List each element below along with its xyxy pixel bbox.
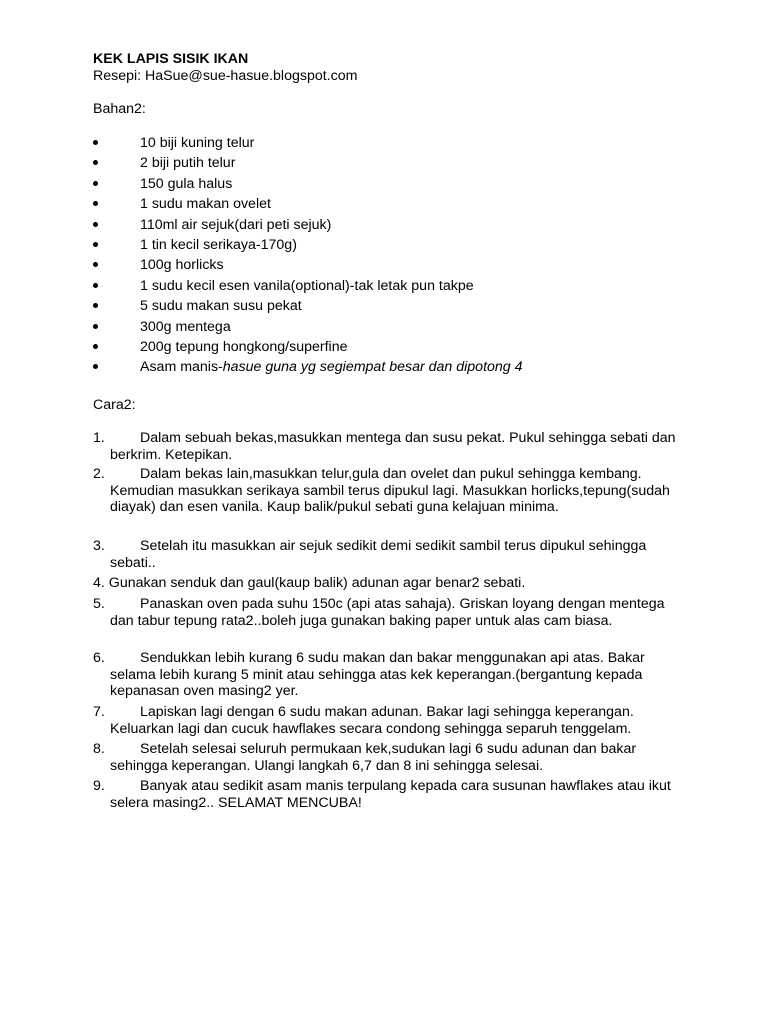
ingredient-text: 110ml air sejuk(dari peti sejuk) — [140, 216, 332, 233]
step-text — [93, 575, 683, 592]
bullet-icon — [93, 364, 98, 369]
ingredient-text: 2 biji putih telur — [140, 155, 236, 172]
ingredient-text: 1 sudu kecil esen vanila(optional)-tak letak pun takpe — [140, 277, 474, 294]
bullet-icon — [93, 262, 98, 267]
ingredient-text: 150 gula halus — [140, 175, 233, 192]
steps-heading: Cara2: — [93, 397, 136, 413]
bullet-icon — [93, 324, 98, 329]
ingredient-text — [140, 359, 523, 376]
bullet-icon — [93, 160, 98, 165]
bullet-icon — [93, 201, 98, 206]
step-number: 2. — [93, 466, 105, 482]
step-item — [93, 575, 683, 592]
step-text: Lapiskan lagi dengan 6 sudu makan adunan. Bakar lagi sehingga keperangan. Keluarkan lagi dan cucuk hawflakes secara condong sehingga separuh tenggelam. — [110, 704, 634, 737]
step-number: 6. — [93, 650, 105, 666]
ingredient-text: 1 tin kecil serikaya-170g) — [140, 236, 297, 253]
ingredient-text: 300g mentega — [140, 318, 231, 335]
step-text: Setelah itu masukkan air sejuk sedikit demi sedikit sambil terus dipukul sehingga sebati.. — [110, 538, 647, 571]
ingredient-prefix: Asam manis- — [140, 359, 223, 376]
step-text: Setelah selesai seluruh permukaan kek,sudukan lagi 6 sudu adunan dan bakar sehingga keperangan. Ulangi langkah 6,7 dan 8 ini sehingga selesai. — [110, 741, 637, 774]
step-text: Sendukkan lebih kurang 6 sudu makan dan bakar menggunakan api atas. Bakar selama lebih kurang 5 minit atau sehingga atas kek keperangan.(bergantung kepada kepanasan oven masing2 yer. — [110, 650, 645, 699]
step-item — [93, 741, 683, 774]
step-text: Banyak atau sedikit asam manis terpulang kepada cara susunan hawflakes atau ikut selera masing2.. SELAMAT MENCUBA! — [110, 778, 671, 811]
ingredient-text: 100g horlicks — [140, 257, 224, 274]
step-text: Dalam sebuah bekas,masukkan mentega dan susu pekat. Pukul sehingga sebati dan berkrim. Ketepikan. — [110, 430, 676, 463]
bullet-icon — [93, 140, 98, 145]
ingredient-text: 200g tepung hongkong/superfine — [140, 338, 348, 355]
step-text: Dalam bekas lain,masukkan telur,gula dan ovelet dan pukul sehingga kembang. Kemudian masukkan serikaya sambil terus dipukul lagi. Masukkan horlicks,tepung(sudah diayak) dan esen vanila. Kaup balik/pukul sebati guna kelajuan minima. — [110, 466, 670, 515]
step-number: 3. — [93, 538, 105, 554]
step-item — [93, 430, 683, 463]
step-item — [93, 538, 683, 571]
step-body: Gunakan senduk dan gaul(kaup balik) adunan agar benar2 sebati. — [108, 575, 526, 591]
ingredient-text: 1 sudu makan ovelet — [140, 196, 271, 213]
bullet-icon — [93, 283, 98, 288]
bullet-icon — [93, 242, 98, 247]
step-item — [93, 778, 683, 811]
step-number: 8. — [93, 741, 105, 757]
step-item — [93, 704, 683, 737]
recipe-title: KEK LAPIS SISIK IKAN — [93, 51, 249, 67]
ingredient-text: 5 sudu makan susu pekat — [140, 298, 302, 315]
ingredients-heading: Bahan2: — [93, 101, 146, 117]
step-item — [93, 466, 683, 516]
bullet-icon — [93, 344, 98, 349]
step-text: Panaskan oven pada suhu 150c (api atas sahaja). Griskan loyang dengan mentega dan tabur tepung rata2..boleh juga gunakan baking paper untuk alas cam biasa. — [110, 596, 665, 629]
step-number: 9. — [93, 778, 105, 794]
step-item — [93, 596, 683, 629]
step-number: 1. — [93, 430, 105, 446]
step-item — [93, 650, 683, 700]
ingredient-text: 10 biji kuning telur — [140, 135, 255, 151]
bullet-icon — [93, 303, 98, 308]
bullet-icon — [93, 222, 98, 227]
step-number: 5. — [93, 596, 105, 612]
bullet-icon — [93, 181, 98, 186]
step-number: 4. — [93, 575, 105, 591]
recipe-source: Resepi: HaSue@sue-hasue.blogspot.com — [93, 68, 358, 84]
step-number: 7. — [93, 704, 105, 720]
ingredient-note: hasue guna yg segiempat besar dan dipotong 4 — [222, 359, 523, 376]
